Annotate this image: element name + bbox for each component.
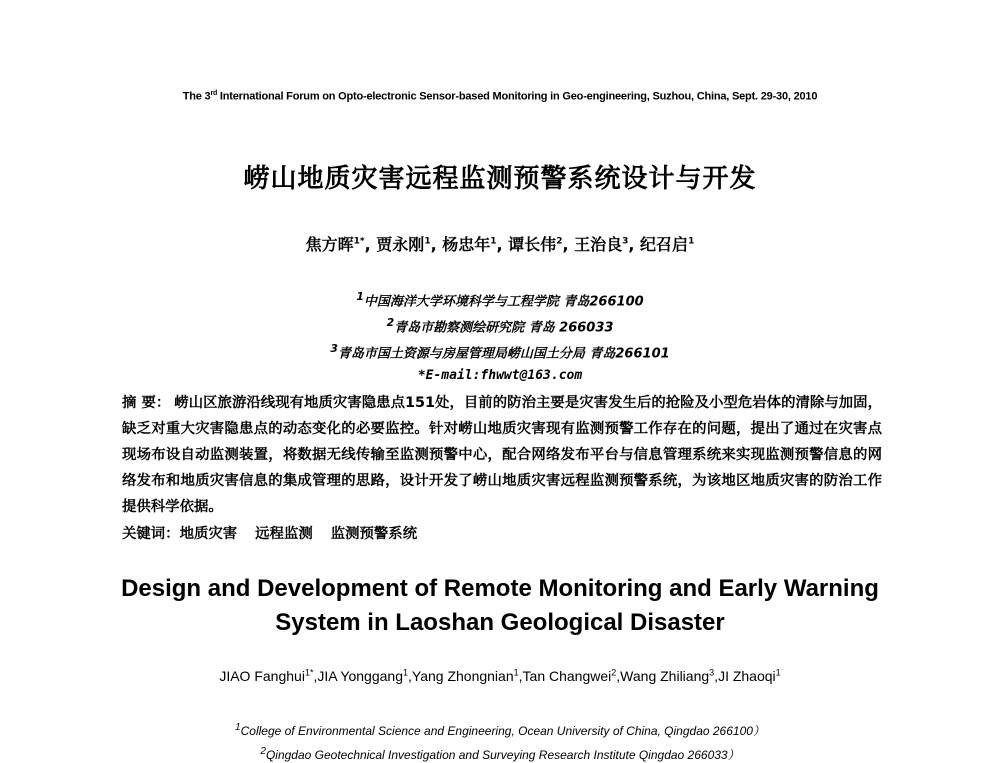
author-cn: 谭长伟$^2$ bbox=[508, 235, 563, 254]
author-cn: 纪召启$^1$ bbox=[640, 235, 695, 254]
affiliation-cn-3: $^3$青岛市国土资源与房屋管理局崂山国土分局 青岛266101 bbox=[330, 342, 670, 362]
authors-chinese: 焦方晖$^{1*}$, 贾永刚$^1$, 杨忠年$^1$, 谭长伟$^2$, 王治良$^3$, 纪召启$^1$ bbox=[305, 235, 695, 254]
author-en: Wang Zhiliang$^3$, bbox=[620, 667, 719, 684]
keyword: 地质灾害 bbox=[179, 526, 238, 542]
keywords-label: 关键词： bbox=[122, 526, 180, 542]
author-cn: 王治良$^3$ bbox=[574, 235, 629, 254]
affiliation-en-1: $^1$College of Environmental Science and Engineering, Ocean University of China, Qingdao 266100） bbox=[235, 722, 765, 738]
keyword: 远程监测 bbox=[255, 526, 313, 542]
title-chinese: 崂山地质灾害远程监测预警系统设计与开发 bbox=[243, 164, 757, 194]
affiliation-cn-2: $^2$青岛市勘察测绘研究院 青岛 266033 bbox=[386, 316, 614, 336]
conference-ordinal: rd bbox=[210, 90, 218, 97]
author-en: Tan Changwei$^2$, bbox=[522, 667, 621, 684]
author-en: Yang Zhongnian$^1$, bbox=[411, 667, 523, 684]
abstract-label: 摘 要： bbox=[122, 395, 171, 411]
conference-rest: International Forum on Opto-electronic Sensor-based Monitoring in Geo-engineering, Suzhou, China, Sept. 29-30, 2010 bbox=[217, 90, 818, 103]
author-cn: 焦方晖$^{1*}$ bbox=[305, 235, 365, 254]
abstract bbox=[122, 390, 882, 520]
keyword: 监测预警系统 bbox=[330, 526, 418, 542]
title-english-line-2: System in Laoshan Geological Disaster bbox=[275, 609, 725, 636]
title-english-line-1: Design and Development of Remote Monitoring and Early Warning bbox=[121, 575, 879, 602]
author-cn: 杨忠年$^1$ bbox=[442, 235, 497, 254]
keywords bbox=[122, 522, 882, 543]
author-cn: 贾永刚$^1$ bbox=[376, 235, 431, 254]
title-english bbox=[0, 572, 1000, 640]
affiliation-en-2: $^2$Qingdao Geotechnical Investigation and Surveying Research Institute Qingdao 266033） bbox=[260, 746, 740, 762]
authors-english bbox=[0, 667, 1000, 684]
conference-prefix: The 3 bbox=[182, 90, 211, 103]
author-en: JI Zhaoqi$^1$ bbox=[718, 667, 781, 684]
author-en: JIA Yonggang$^1$, bbox=[317, 667, 412, 684]
affiliation-cn-1: $^1$中国海洋大学环境科学与工程学院 青岛266100 bbox=[356, 290, 644, 310]
abstract-text: 崂山区旅游沿线现有地质灾害隐患点151处，目前的防治主要是灾害发生后的抢险及小型危岩体的清除与加固，缺乏对重大灾害隐患点的动态变化的必要监控。针对崂山地质灾害现有监测预警工作存在的问题，提出了通过在灾害点现场布设自动监测装置，将数据无线传输至监测预警中心，配合网络发布平台与信息管理系统来实现监测预警信息的网络发布和地质灾害信息的集成管理的思路，设计开发了崂山地质灾害远程监测预警系统，为该地区地质灾害的防治工作提供科学依据。 bbox=[122, 395, 882, 515]
author-en: JIAO Fanghui$^{1*}$, bbox=[219, 667, 318, 684]
conference-header bbox=[0, 90, 1000, 103]
email: *E-mail:fhwwt@163.com bbox=[417, 368, 583, 383]
